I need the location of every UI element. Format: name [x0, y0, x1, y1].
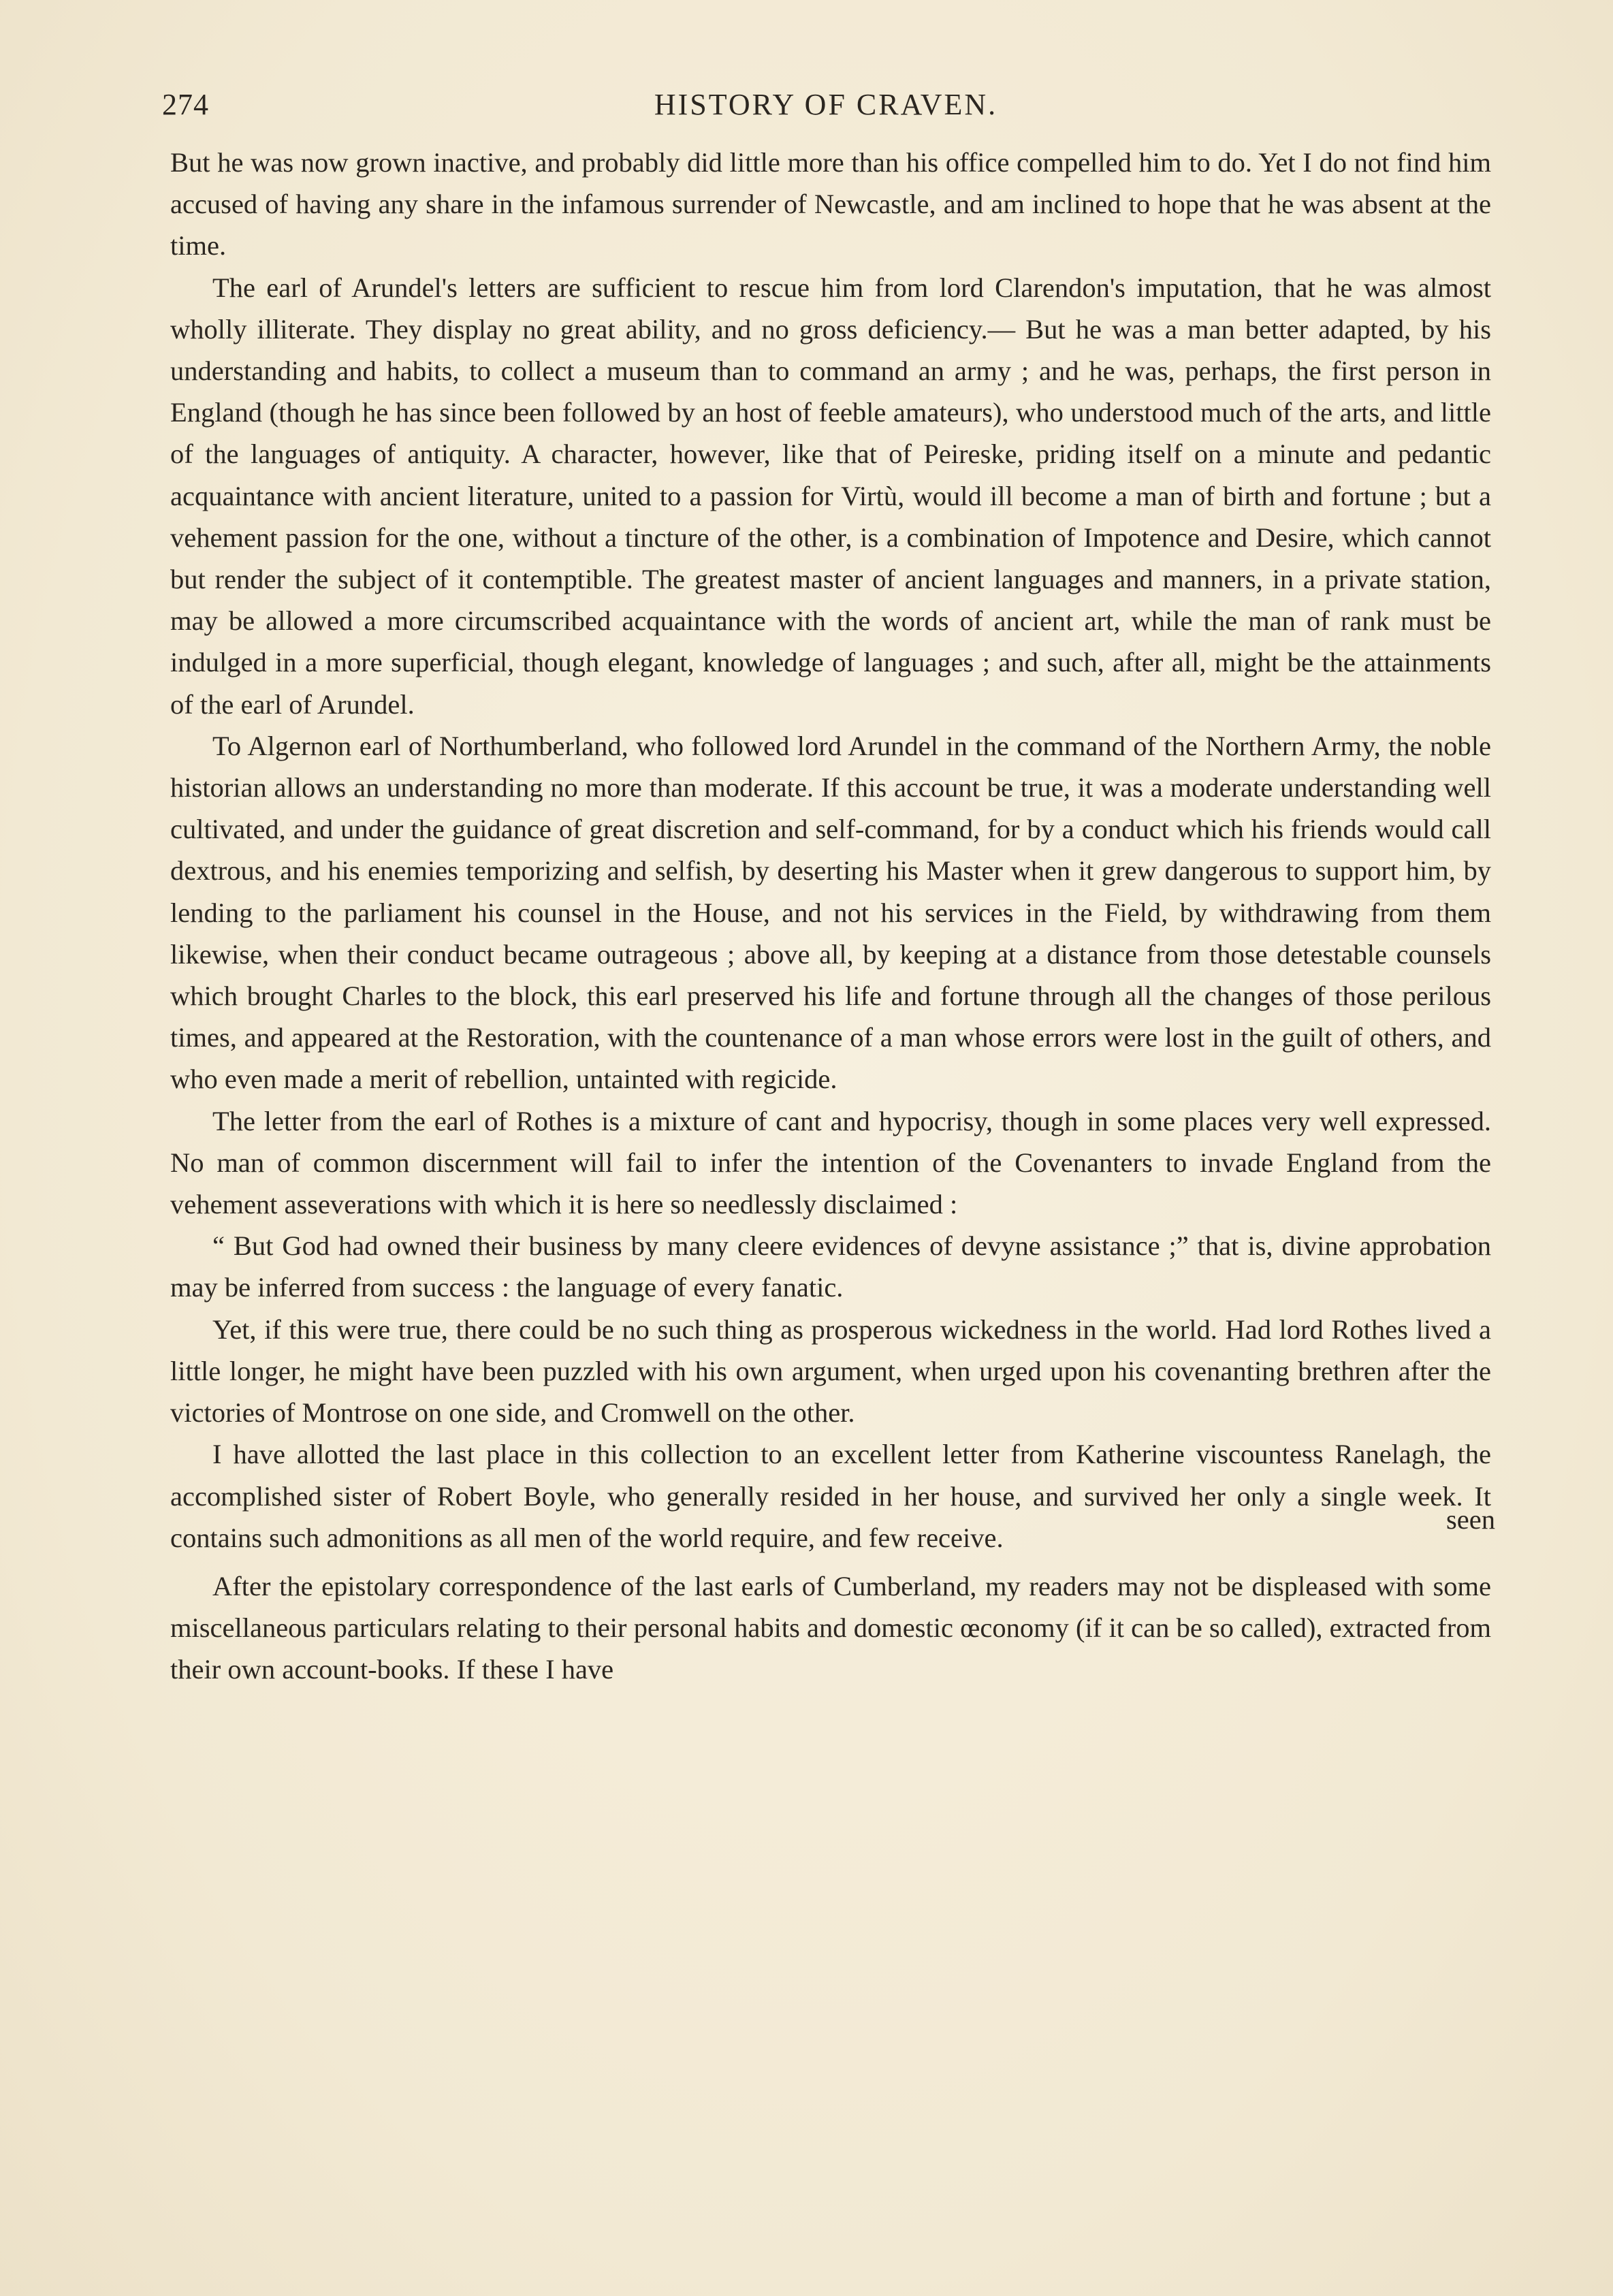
paragraph: To Algernon earl of Northumberland, who followed lord Arundel in the command of the Northern Army, the noble historian allows an understanding no more than moderate. If this account be true, it was a moderate understanding well cultivated, and under the guidance of great discretion and self-command, for by a conduct which his friends would call dextrous, and his enemies temporizing and selfish, by deserting his Master when it grew dangerous to support him, by lending to the parliament his counsel in the House, and not his services in the Field, by withdrawing from them likewise, when their conduct became outrageous ; above all, by keeping at a distance from those detestable counsels which brought Charles to the block, this earl preserved his life and fortune through all the changes of those perilous times, and appeared at the Restoration, with the countenance of a man whose errors were lost in the guilt of others, and who even made a merit of rebellion, untainted with regicide.: [170, 730, 1491, 1095]
paragraph: After the epistolary correspondence of the last earls of Cumberland, my readers may not be displeased with some miscellaneous particulars relating to their personal habits and domestic œconomy (if it can be so called), extracted from their own account-books. If these I have: [170, 1570, 1491, 1685]
paragraph: But he was now grown inactive, and probably did little more than his office compelled him to do. Yet I do not find him accused of having any share in the infamous surrender of Newcastle, and am inclined to hope that he was absent at the time.: [170, 147, 1491, 261]
paragraph: The earl of Arundel's letters are sufficient to rescue him from lord Clarendon's imputation, that he was almost wholly illiterate. They display no great ability, and no gross deficiency.— But he was a man better adapted, by his understanding and habits, to collect a museum than to command an army ; and he was, perhaps, the first person in England (though he has since been followed by an host of feeble amateurs), who understood much of the arts, and little of the languages of antiquity. A character, however, like that of Peireske, priding itself on a minute and pedantic acquaintance with ancient literature, united to a passion for Virtù, would ill become a man of birth and fortune ; but a vehement passion for the one, without a tincture of the other, is a combination of Impotence and Desire, which cannot but render the subject of it contemptible. The greatest master of ancient languages and manners, in a private station, may be allowed a more circumscribed acquaintance with the words of ancient art, while the man of rank must be indulged in a more superficial, though elegant, knowledge of languages ; and such, after all, might be the attainments of the earl of Arundel.: [170, 272, 1491, 720]
paragraph: I have allotted the last place in this collection to an excellent letter from Katherine viscountess Ranelagh, the accomplished sister of Robert Boyle, who generally resided in her house, and survived her only a single week. It contains such admonitions as all men of the world require, and few receive.: [170, 1439, 1491, 1553]
catchword: seen: [1446, 1504, 1495, 1535]
page-number: 274: [162, 88, 209, 121]
running-title: HISTORY OF CRAVEN.: [654, 88, 998, 121]
paragraph: The letter from the earl of Rothes is a mixture of cant and hypocrisy, though in some places very well expressed. No man of common discernment will fail to infer the intention of the Covenanters to invade England from the vehement asseverations with which it is here so needlessly disclaimed :: [170, 1105, 1491, 1220]
body-text: [170, 142, 1491, 1691]
quotation-paragraph: “ But God had owned their business by many cleere evidences of devyne assistance ;” that is, divine approbation may be inferred from success : the language of every fanatic.: [170, 1230, 1491, 1303]
running-head: [162, 87, 1490, 128]
paragraph: Yet, if this were true, there could be no such thing as prosperous wickedness in the world. Had lord Rothes lived a little longer, he might have been puzzled with his own argument, when urged upon his covenanting brethren after the victories of Montrose on one side, and Cromwell on the other.: [170, 1313, 1491, 1429]
